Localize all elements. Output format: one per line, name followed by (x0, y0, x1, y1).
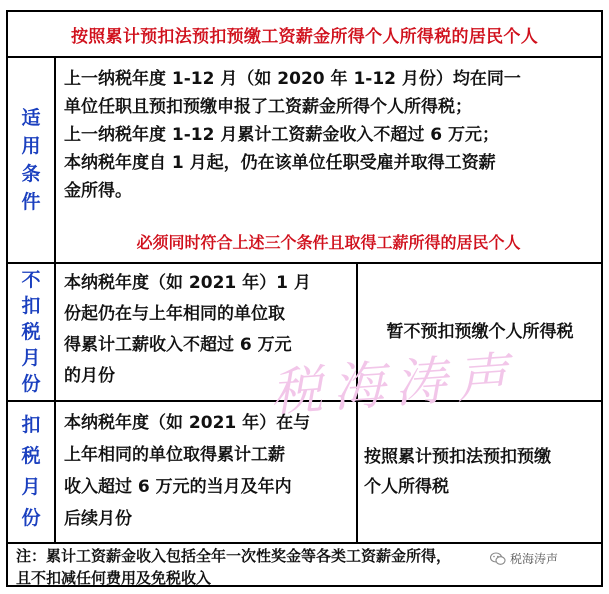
no-withhold-condition (64, 268, 354, 392)
conditions-text (64, 65, 598, 205)
footnote-line: 注：累计工资薪金收入包括全年一次性奖金等各类工资薪金所得， (16, 547, 452, 565)
footnote-line: 且不扣减任何费用及免税收入 (16, 569, 212, 587)
condition-line: 上一纳税年度 1-12 月累计工资薪金收入不超过 6 万元； (64, 125, 500, 145)
conditions-label-char: 条 (21, 163, 41, 185)
withhold-result-line: 个人所得税 (364, 477, 449, 497)
no-withhold-label-char: 份 (21, 373, 41, 395)
no-withhold-label-char: 不 (21, 269, 41, 291)
no-withhold-line: 得累计工薪收入不超过 6 万元 (64, 335, 292, 355)
no-withhold-result: 暂不预扣预缴个人所得税 (386, 322, 574, 342)
no-withhold-label-char: 月 (21, 347, 41, 369)
withhold-label-char: 月 (21, 476, 41, 498)
withhold-result (364, 402, 600, 542)
no-withhold-label-char: 税 (21, 321, 41, 343)
wechat-label: 税海涛声 (510, 552, 559, 566)
divider (356, 264, 358, 542)
withhold-line: 本纳税年度（如 2021 年）在与 (64, 413, 311, 433)
wechat-icon (490, 552, 506, 566)
divider (54, 402, 56, 542)
no-withhold-label-char: 扣 (21, 295, 41, 317)
divider (8, 56, 601, 58)
conditions-label-char: 件 (21, 191, 41, 213)
condition-line: 单位任职且预扣预缴申报了工资薪金所得个人所得税； (64, 97, 472, 117)
divider (54, 264, 56, 400)
no-withhold-line: 份起仍在与上年相同的单位取 (64, 304, 285, 324)
withhold-label-char: 扣 (21, 414, 41, 436)
requirement-note: 必须同时符合上述三个条件且取得工薪所得的居民个人 (136, 233, 521, 252)
withhold-line: 后续月份 (64, 509, 132, 529)
conditions-label-char: 用 (21, 135, 41, 157)
withhold-condition (64, 407, 354, 535)
divider (8, 542, 601, 544)
wechat-badge (490, 550, 558, 567)
withhold-line: 收入超过 6 万元的当月及年内 (64, 477, 292, 497)
table-title: 按照累计预扣法预扣预缴工资薪金所得个人所得税的居民个人 (70, 26, 539, 47)
no-withhold-line: 的月份 (64, 366, 115, 386)
no-withhold-line: 本纳税年度（如 2021 年）1 月 (64, 273, 311, 293)
condition-line: 上一纳税年度 1-12 月（如 2020 年 1-12 月份）均在同一 (64, 69, 521, 89)
policy-table (6, 10, 603, 587)
withhold-result-line: 按照累计预扣法预扣预缴 (364, 447, 551, 467)
condition-line: 本纳税年度自 1 月起，仍在该单位任职受雇并取得工资薪 (64, 153, 496, 173)
condition-line: 金所得。 (64, 181, 132, 201)
withhold-line: 上年相同的单位取得累计工薪 (64, 445, 285, 465)
withhold-label (8, 402, 54, 542)
withhold-label-char: 份 (21, 507, 41, 529)
conditions-label (8, 58, 54, 262)
watermark: 税海涛声 (268, 346, 521, 424)
withhold-label-char: 税 (21, 445, 41, 467)
no-withhold-label (8, 264, 54, 400)
conditions-label-char: 适 (21, 107, 41, 129)
